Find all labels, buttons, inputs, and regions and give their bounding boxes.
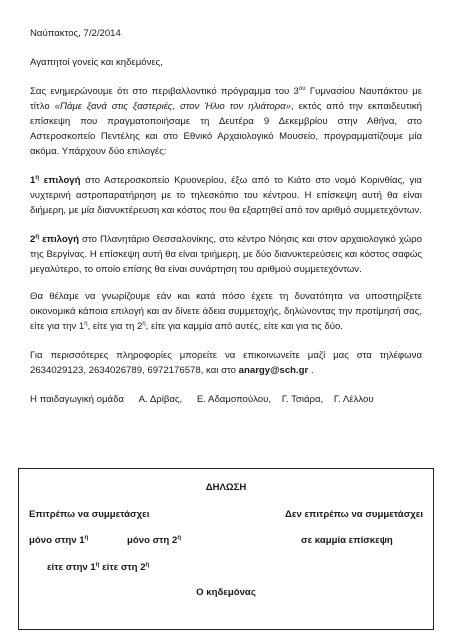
either-option[interactable]: είτε στην $1^\eta$ είτε στη $2^\eta$ — [47, 561, 150, 573]
no-visit-option[interactable]: σε καμμία επίσκεψη — [301, 535, 393, 546]
deny-option[interactable]: Δεν επιτρέπω να συμμετάσχει — [285, 509, 423, 520]
only-first-option[interactable]: μόνο στην $1^\eta$ — [29, 534, 89, 546]
declaration-box — [18, 468, 434, 630]
option-1-paragraph: $1^\eta$ επιλογή στο Αστεροσκοπείο Κρυονερίου, έξω από το Κιάτο στο νομό Κορινθίας, για νυχτερινή αστροπαρατήρηση με το τηλεσκόπιο του κέντρου. Η επίσκεψη αυτή θα είναι διήμερη, με μία διανυκτέρευση και κόστος που θα εξαρτηθεί από τον αριθμό συμμετεχόντων. — [30, 174, 422, 216]
letter-greeting: Αγαπητοί γονείς και κηδεμόνες, — [30, 57, 163, 68]
intro-paragraph: Σας ενημερώνουμε ότι στο περιβαλλοντικό πρόγραμμα του $3^{o\upsilon}$ Γυμνασίου Ναυπάκτου με τίτλο «Πάμε ξανά στις ξαστεριές, στον Ήλιο τον ηλιάτορα», εκτός από την εκπαιδευτική επίσκεψη που πραγματοποιήσαμε τη Δευτέρα 9 Δεκεμβρίου στην Αθήνα, στο Αστεροσκοπείο Πεντέλης και στο Εθνικό Αρχαιολογικό Μουσείο, προγραμματίζουμε μία ακόμα. Υπάρχουν δύο επιλογές: — [30, 85, 422, 157]
contact-email[interactable]: anargy@sch.gr — [238, 365, 309, 376]
team-signature — [30, 392, 422, 407]
team-member: Α. Δρίβας, — [138, 394, 183, 405]
allow-option[interactable]: Επιτρέπω να συμμετάσχει — [29, 509, 150, 520]
declaration-title: ΔΗΛΩΣΗ — [205, 482, 247, 493]
contact-paragraph: Για περισσότερες πληροφορίες μπορείτε να επικοινωνείτε μαζί μας στα τηλέφωνα 2634029123, 2634026789, 6972176578, και στο anargy@sch.gr . — [30, 350, 422, 376]
program-title: «Πάμε ξανά στις ξαστεριές, στον Ήλιο τον ηλιάτορα» — [54, 101, 291, 112]
option-1-label: $1^\eta$ επιλογή — [30, 174, 81, 186]
request-paragraph: Θα θέλαμε να γνωρίζουμε εάν και κατά πόσο έχετε τη δυνατότητα να υποστηρίξετε οικονομικά κάποια επιλογή και αν δίνετε άδεια συμμετοχής, δηλώνοντας την προτίμησή σας, είτε για την $1^\eta$, είτε για τη $2^\eta$, είτε για καμμία από αυτές, είτε και για τις δύο. — [30, 291, 422, 332]
team-label: Η παιδαγωγική ομάδα — [30, 394, 124, 405]
team-member: Γ. Τσιάρα, — [281, 394, 324, 405]
guardian-label: Ο κηδεμόνας — [196, 587, 256, 598]
only-second-option[interactable]: μόνο στη $2^\eta$ — [127, 534, 181, 546]
option-2-label: $2^\eta$ επιλογή — [30, 233, 79, 245]
team-member: Γ. Λέλλου — [333, 394, 374, 405]
option-2-paragraph: $2^\eta$ επιλογή στο Πλανητάριο Θεσσαλονίκης, στο κέντρο Νόησις και στον αρχαιολογικό χώρο της Βεργίνας. Η επίσκεψη αυτή θα είναι τριήμερη, με δύο διανυκτερεύσεις και κόστος σαφώς μεγαλύτερο, το οποίο επίσης θα είναι συνάρτηση του αριθμού συμμετεχόντων. — [30, 233, 422, 275]
team-member: Ε. Αδαμοπούλου, — [196, 394, 272, 405]
letter-date: Ναύπακτος, 7/2/2014 — [30, 28, 121, 39]
